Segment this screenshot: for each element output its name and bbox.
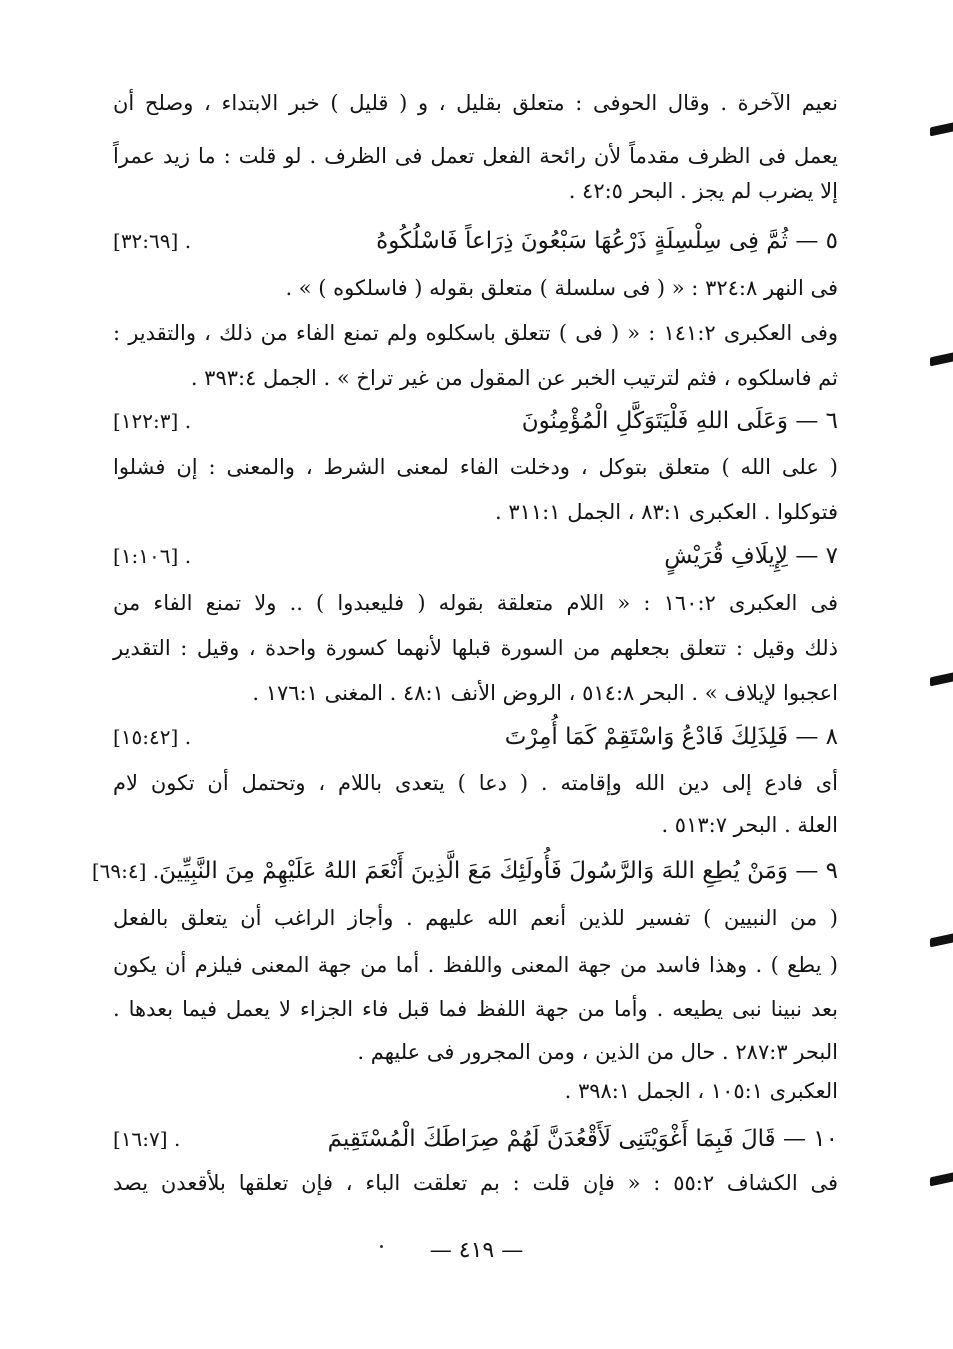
binding-mark bbox=[930, 934, 953, 948]
verse-reference: [١٦:٧] . bbox=[113, 1127, 181, 1151]
text-line: وفى العكبرى ١٤١:٢ : « ( فى ) تتعلق باسكلوه ولم تمنع الفاء من ذلك ، والتقدير : bbox=[113, 321, 838, 345]
text-line: العكبرى ١٠٥:١ ، الجمل ٣٩٨:١ . bbox=[564, 1079, 838, 1103]
verse-entry-6 bbox=[113, 406, 838, 438]
binding-mark bbox=[930, 123, 953, 137]
verse-entry-5 bbox=[113, 226, 838, 258]
verse-entry-10 bbox=[113, 1124, 838, 1156]
text-line: ذلك وقيل : تتعلق بجعلهم من السورة قبلها لأنهما كسورة واحدة ، وقيل : التقدير bbox=[113, 636, 838, 660]
binding-mark bbox=[930, 353, 953, 367]
text-line: العلة . البحر ٥١٣:٧ . bbox=[661, 813, 838, 837]
text-line: ( يطع ) . وهذا فاسد من جهة المعنى واللفظ . أما من جهة المعنى فيلزم أن يكون bbox=[113, 953, 838, 977]
text-line: فى العكبرى ١٦٠:٢ : « اللام متعلقة بقوله ( فليعبدوا ) .. ولا تمنع الفاء من bbox=[113, 591, 838, 615]
verse-reference: [١٥:٤٢] . bbox=[113, 725, 192, 749]
verse-text: ٧ — لِإِيلَافِ قُرَيْشٍ bbox=[664, 543, 838, 569]
verse-text: ٥ — ثُمَّ فِى سِلْسِلَةٍ ذَرْعُهَا سَبْعُونَ ذِرَاعاً فَاسْلُكُوهُ bbox=[376, 228, 838, 254]
verse-entry-7 bbox=[113, 541, 838, 573]
verse-text: ٦ — وَعَلَى اللهِ فَلْيَتَوَكَّلِ الْمُؤْمِنُونَ bbox=[521, 408, 838, 434]
text-line: ( على الله ) متعلق بتوكل ، ودخلت الفاء لمعنى الشرط ، والمعنى : إن فشلوا bbox=[113, 455, 839, 479]
speck bbox=[380, 1245, 383, 1248]
text-line: البحر ٢٨٧:٣ . حال من الذين ، ومن المجرور فى عليهم . bbox=[357, 1040, 838, 1064]
binding-mark bbox=[930, 1173, 953, 1187]
verse-text: ٩ — وَمَنْ يُطِعِ اللهَ وَالرَّسُولَ فَأُولَئِكَ مَعَ الَّذِينَ أَنْعَمَ اللهُ عَلَيْهِمْ مِنَ النَّبِيِّينَ bbox=[159, 858, 838, 884]
verse-entry-8 bbox=[113, 722, 838, 754]
text-line: فى الكشاف ٥٥:٢ : « فإن قلت : بم تعلقت الباء ، فإن تعلقها بلأقعدن يصد bbox=[113, 1171, 839, 1195]
verse-reference: [١٢٢:٣] . bbox=[113, 409, 192, 433]
text-line: ( من النبيين ) تفسير للذين أنعم الله عليهم . وأجاز الراغب أن يتعلق بالفعل bbox=[113, 906, 838, 930]
text-line: ثم فاسلكوه ، فثم لترتيب الخبر عن المقول من غير تراخ » . الجمل ٣٩٣:٤ . bbox=[190, 366, 838, 390]
page-number: — ٤١٩ — bbox=[429, 1238, 524, 1263]
text-line: أى فادع إلى دين الله وإقامته . ( دعا ) يتعدى باللام ، وتحتمل أن تكون لام bbox=[113, 771, 838, 795]
text-line: بعد نبينا نبى يطيعه . وأما من جهة اللفظ فما قبل فاء الجزاء لا يعمل فيما بعدها . bbox=[113, 997, 838, 1021]
text-line: فتوكلوا . العكبرى ٨٣:١ ، الجمل ٣١١:١ . bbox=[494, 500, 838, 524]
text-line: اعجبوا لإيلاف » . البحر ٥١٤:٨ ، الروض الأنف ٤٨:١ . المغنى ١٧٦:١ . bbox=[252, 681, 838, 705]
text-line: فى النهر ٣٢٤:٨ : « ( فى سلسلة ) متعلق بقوله ( فاسلكوه ) » . bbox=[285, 276, 838, 300]
text-line: يعمل فى الظرف مقدماً لأن رائحة الفعل تعمل فى الظرف . لو قلت : ما زيد عمراً bbox=[113, 144, 838, 168]
verse-text: ٨ — فَلِذَلِكَ فَادْعُ وَاسْتَقِمْ كَمَا أُمِرْتَ bbox=[504, 724, 838, 750]
text-line: نعيم الآخرة . وقال الحوفى : متعلق بقليل ، و ( قليل ) خبر الابتداء ، وصلح أن bbox=[113, 91, 838, 115]
verse-reference: [٣٢:٦٩] . bbox=[113, 229, 192, 253]
verse-reference: [٦٩:٤] . bbox=[91, 859, 160, 883]
text-line: إلا يضرب لم يجز . البحر ٤٢:٥ . bbox=[568, 179, 838, 203]
verse-entry-9 bbox=[91, 856, 838, 888]
verse-reference: [١:١٠٦] . bbox=[113, 544, 192, 568]
binding-mark bbox=[930, 673, 953, 687]
verse-text: ١٠ — قَالَ فَبِمَا أَغْوَيْتَنِى لَأَقْعُدَنَّ لَهُمْ صِرَاطَكَ الْمُسْتَقِيمَ bbox=[327, 1126, 838, 1152]
